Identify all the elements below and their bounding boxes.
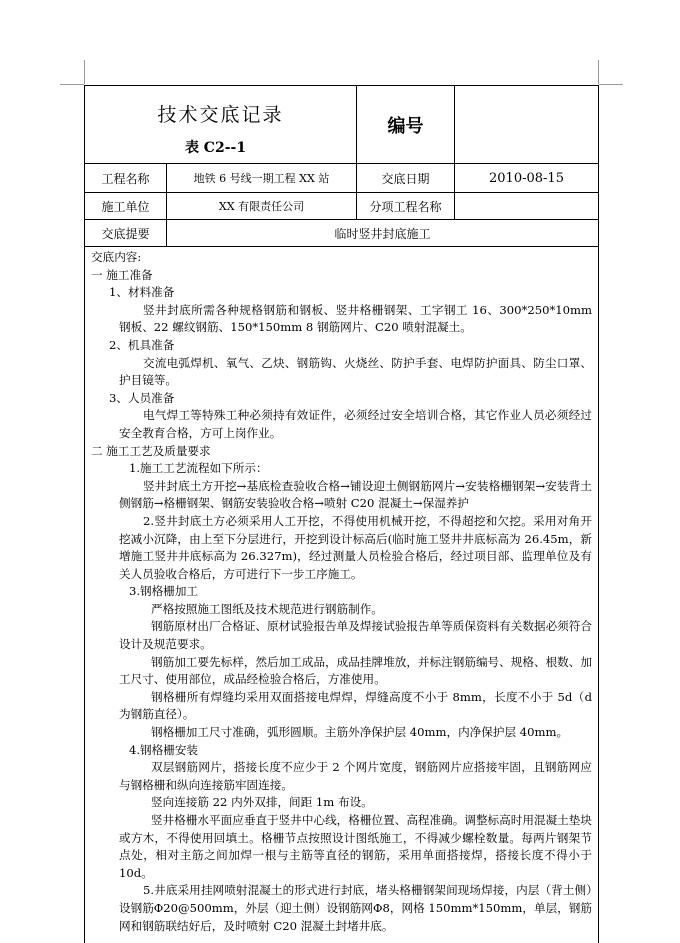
unit-row xyxy=(85,193,598,220)
project-name-cell xyxy=(167,164,357,192)
table-number: 表 C2--1 xyxy=(184,140,247,156)
number-value-cell[interactable] xyxy=(455,86,598,163)
content-paragraph: 竖井格栅水平面应垂直于竖井中心线，格栅位置、高程准确。调整标高时用混凝土垫块或方木，不得使用回填土。格栅节点按照设计图纸施工，不得减少螺栓数量。每两片钢架节点处，相对主筋之间加焊一根与主筋等直径的钢筋，采用单面搭接焊，搭接长度不得小于 10d。 xyxy=(119,813,592,880)
summary-cell xyxy=(167,220,598,246)
tech-briefing-form xyxy=(84,85,599,943)
date-label-cell xyxy=(357,164,455,192)
summary-label-cell xyxy=(85,220,167,246)
content-paragraph: 钢筋加工要先标样，然后加工成品，成品挂牌堆放，并标注钢筋编号、规格、根数、加工尺寸、使用部位，成品经检验合格后，方准使用。 xyxy=(119,654,592,687)
content-paragraph: 钢格栅所有焊缝均采用双面搭接电焊焊，焊缝高度不小于 8mm，长度不小于 5d（d 为钢筋直径）。 xyxy=(119,689,592,722)
unit-label-cell xyxy=(85,193,167,219)
content-paragraph: 严格按照施工图纸及技术规范进行钢筋制作。 xyxy=(151,601,383,616)
content-paragraph: 交底内容: xyxy=(91,250,142,264)
project-name-label: 工程名称 xyxy=(101,171,150,186)
date-cell xyxy=(455,164,598,192)
form-title: 技术交底记录 xyxy=(157,104,284,126)
content-paragraph: 3、人员准备 xyxy=(109,390,175,405)
content-paragraph: 5.井底采用挂网喷射混凝土的形式进行封底，堵头格栅钢架间现场焊接，内层（背土侧）设钢筋Φ20@500mm，外层（迎土侧）设钢筋网Φ8，网格 150mm*150mm，单层，钢筋网和钢筋联结好后，及时喷射 C20 混凝土封堵井底。 xyxy=(119,883,592,933)
content-paragraph: 二 施工工艺及质量要求 xyxy=(91,443,211,458)
unit-cell xyxy=(167,193,357,219)
content-paragraph: 竖向连接筋 22 内外双排，间距 1m 布设。 xyxy=(151,795,373,810)
content-paragraph: 钢格栅加工尺寸准确，弧形圆顺。主筋外净保护层 40mm，内净保护层 40mm。 xyxy=(151,725,569,740)
date-label: 交底日期 xyxy=(381,171,430,186)
project-row xyxy=(85,164,598,193)
date-value: 2010-08-15 xyxy=(489,170,564,186)
content-paragraph: 钢筋原材出厂合格证、原材试验报告单及焊接试验报告单等质保资料有关数据必须符合设计及规范要求。 xyxy=(119,619,592,652)
unit-value: XX 有限责任公司 xyxy=(218,200,305,213)
number-label: 编号 xyxy=(387,115,424,137)
content-paragraph: 2.竖井封底土方必须采用人工开挖，不得使用机械开挖，不得超挖和欠挖。采用对角开挖减小沉降，由上至下分层进行，开挖到设计标高后(临时施工竖井井底标高为 26.45m，新增施工竖井井底标高为 26.327m)，经过测量人员检验合格后，经过项目部、监理单位及有关人员验收合格后，方可进行下一步工序施工。 xyxy=(119,513,592,581)
number-label-cell xyxy=(357,86,455,163)
summary-row xyxy=(85,220,598,247)
crop-mark xyxy=(598,60,599,84)
crop-mark xyxy=(60,84,84,85)
content-paragraph: 一 施工准备 xyxy=(91,267,153,282)
crop-mark xyxy=(84,60,85,84)
crop-mark xyxy=(599,84,623,85)
content-paragraph: 竖井封底所需各种规格钢筋和钢板、竖井格栅钢架、工字钢工 16、300*250*10mm 钢板、22 螺纹钢筋、150*150mm 8 钢筋网片、C20 喷射混凝土。 xyxy=(119,302,592,335)
content-paragraph: 4.钢格栅安装 xyxy=(129,742,199,757)
project-name-label-cell xyxy=(85,164,167,192)
content-paragraph: 2、机具准备 xyxy=(109,337,175,352)
title-cell xyxy=(85,86,357,163)
subproject-cell xyxy=(455,193,598,219)
subproject-label-cell xyxy=(357,193,455,219)
summary-value: 临时竖井封底施工 xyxy=(334,226,431,241)
content-paragraph: 双层钢筋网片，搭接长度不应少于 2 个网片宽度，钢筋网片应搭接牢固，且钢筋网应与钢格栅和纵向连接筋牢固连接。 xyxy=(119,760,592,792)
content-paragraph: 竖井封底土方开挖→基底检查验收合格→铺设迎土侧钢筋网片→安装格栅钢架→安装背土侧钢筋→格栅钢架、钢筋安装验收合格→喷射 C20 混凝土→保湿养护 xyxy=(119,478,592,511)
briefing-content xyxy=(85,247,598,943)
content-paragraph: 电气焊工等特殊工种必须持有效证件，必须经过安全培训合格，其它作业人员必须经过安全教育合格，方可上岗作业。 xyxy=(119,408,592,440)
unit-label: 施工单位 xyxy=(101,199,150,214)
title-row xyxy=(85,86,598,164)
content-paragraph: 1.施工工艺流程如下所示： xyxy=(129,461,268,476)
project-name-value: 地铁 6 号线一期工程 XX 站 xyxy=(193,172,330,185)
content-paragraph: 交流电弧焊机、氧气、乙炔、钢筋钩、火烧丝、防护手套、电焊防护面具、防尘口罩、护目镜等。 xyxy=(119,355,592,388)
summary-label: 交底提要 xyxy=(101,226,150,241)
subproject-label: 分项工程名称 xyxy=(369,199,442,214)
content-paragraph: 1、材料准备 xyxy=(109,285,175,300)
content-paragraph: 3.钢格栅加工 xyxy=(129,584,199,599)
